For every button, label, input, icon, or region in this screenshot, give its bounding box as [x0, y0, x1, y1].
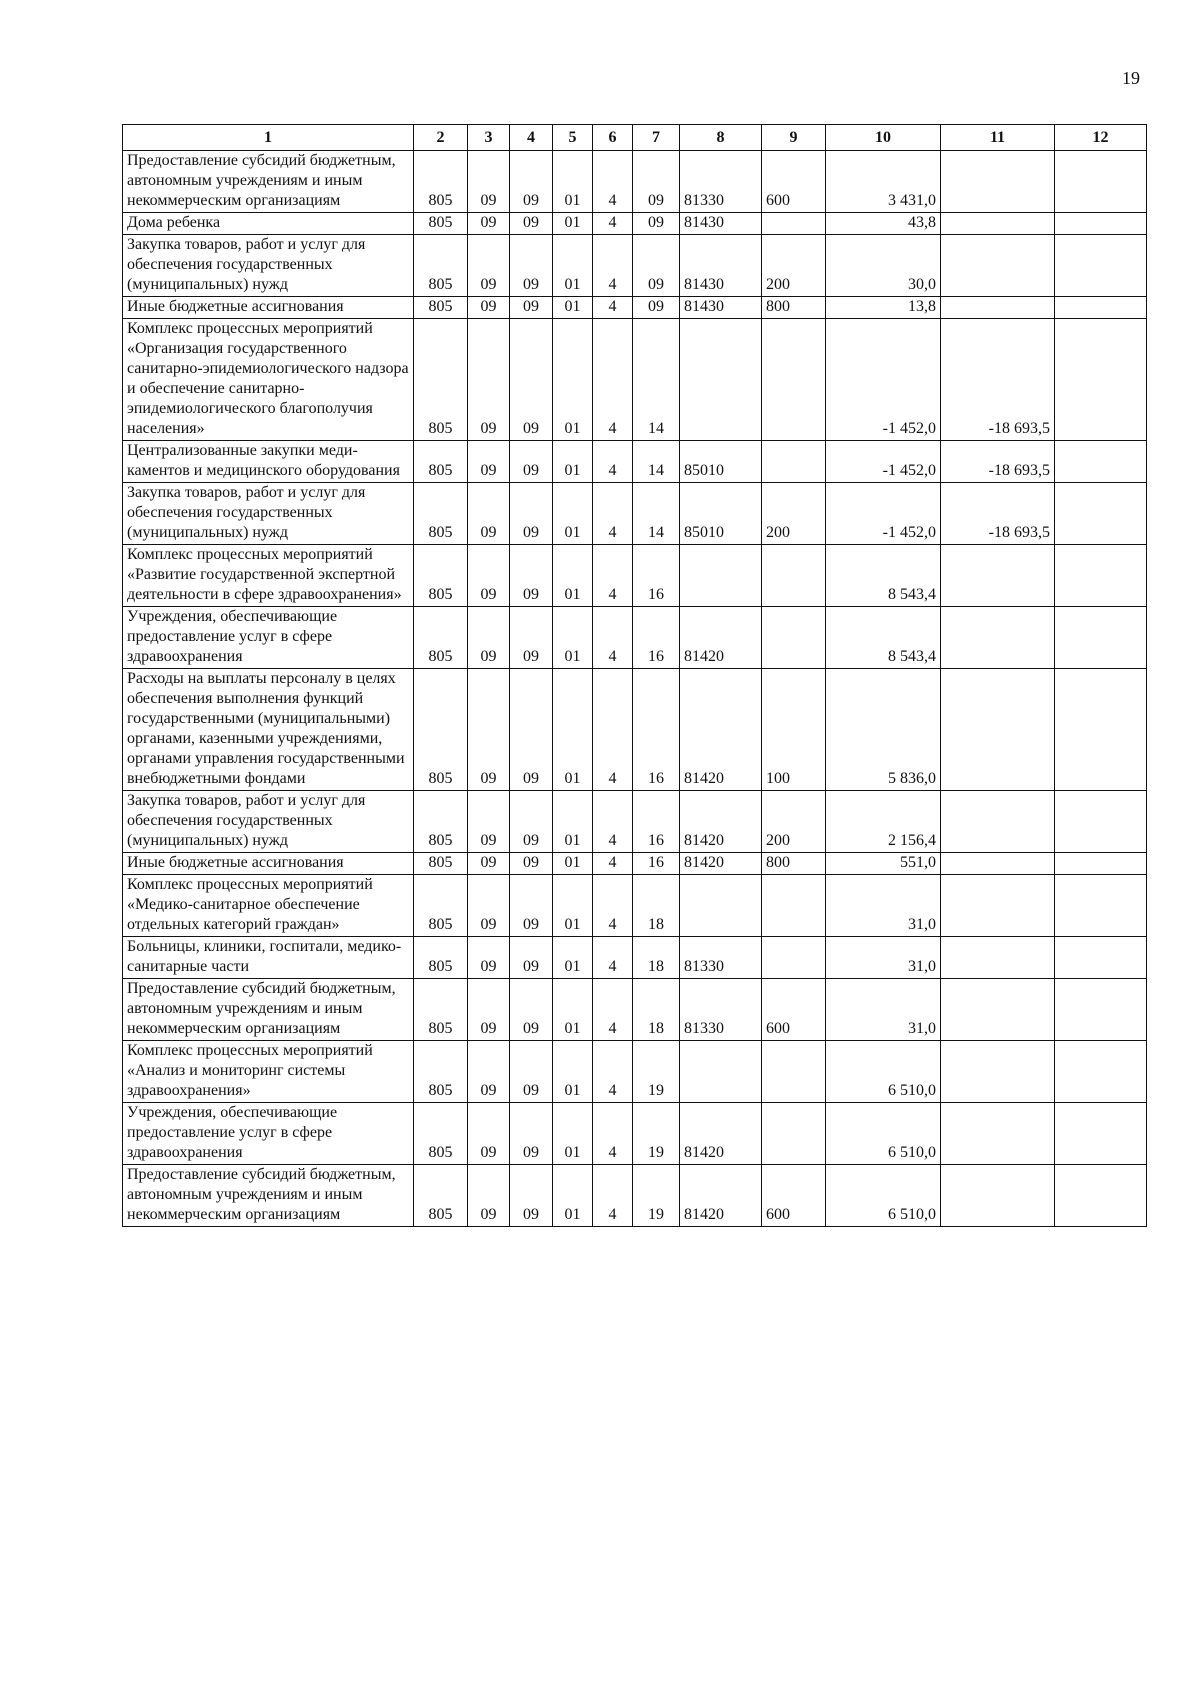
row-amount-cell: -1 452,0 [826, 441, 941, 483]
row-activity-cell: 18 [633, 937, 680, 979]
row-section-cell: 09 [468, 607, 510, 669]
row-direction-cell: 81330 [680, 979, 762, 1041]
row-subprogram-cell: 4 [593, 669, 633, 791]
table-row [123, 151, 1147, 213]
row-activity-cell: 09 [633, 151, 680, 213]
table-row [123, 319, 1147, 441]
row-program-cell: 01 [553, 297, 593, 319]
row-subprogram-cell: 4 [593, 483, 633, 545]
row-subsection-cell: 09 [510, 875, 553, 937]
row-subsection-cell: 09 [510, 853, 553, 875]
row-name-cell: Предоставление субсидий бюджетным, автономным учреждениям и иным некоммерческим организациям [123, 151, 414, 213]
row-expense-type-cell: 200 [762, 235, 826, 297]
row-amount-cell: 6 510,0 [826, 1103, 941, 1165]
row-activity-cell: 16 [633, 853, 680, 875]
row-name-cell: Комплекс процессных мероприятий «Медико-санитарное обеспечение отдельных категорий граждан» [123, 875, 414, 937]
table-row [123, 607, 1147, 669]
row-ministry-code-cell: 805 [414, 319, 468, 441]
table-row [123, 483, 1147, 545]
row-activity-cell: 09 [633, 213, 680, 235]
row-direction-cell: 81420 [680, 669, 762, 791]
row-subsection-cell: 09 [510, 483, 553, 545]
row-ministry-code-cell: 805 [414, 545, 468, 607]
row-direction-cell: 81420 [680, 607, 762, 669]
row-amount-year3-cell [1055, 483, 1147, 545]
row-subsection-cell: 09 [510, 297, 553, 319]
row-subprogram-cell: 4 [593, 545, 633, 607]
table-row [123, 853, 1147, 875]
row-amount-cell: 6 510,0 [826, 1041, 941, 1103]
row-expense-type-cell [762, 319, 826, 441]
row-activity-cell: 19 [633, 1041, 680, 1103]
row-direction-cell [680, 545, 762, 607]
header-cell: 2 [414, 125, 468, 151]
row-name-cell: Иные бюджетные ассигнования [123, 853, 414, 875]
row-section-cell: 09 [468, 483, 510, 545]
row-amount-cell: 31,0 [826, 937, 941, 979]
table-row [123, 545, 1147, 607]
row-direction-cell: 85010 [680, 483, 762, 545]
row-ministry-code-cell: 805 [414, 853, 468, 875]
row-expense-type-cell: 800 [762, 297, 826, 319]
row-subsection-cell: 09 [510, 791, 553, 853]
row-amount-cell: 551,0 [826, 853, 941, 875]
row-subprogram-cell: 4 [593, 319, 633, 441]
row-program-cell: 01 [553, 607, 593, 669]
row-program-cell: 01 [553, 937, 593, 979]
row-amount-year3-cell [1055, 235, 1147, 297]
row-direction-cell [680, 875, 762, 937]
row-section-cell: 09 [468, 875, 510, 937]
row-direction-cell: 81420 [680, 1103, 762, 1165]
row-subsection-cell: 09 [510, 979, 553, 1041]
row-subprogram-cell: 4 [593, 1165, 633, 1227]
row-direction-cell: 81330 [680, 937, 762, 979]
row-name-cell: Комплекс процессных мероприятий «Анализ и мониторинг системы здравоохранения» [123, 1041, 414, 1103]
row-amount-cell: 31,0 [826, 979, 941, 1041]
row-amount-cell: 30,0 [826, 235, 941, 297]
row-amount-year3-cell [1055, 979, 1147, 1041]
row-program-cell: 01 [553, 483, 593, 545]
row-expense-type-cell [762, 607, 826, 669]
row-direction-cell: 85010 [680, 441, 762, 483]
row-ministry-code-cell: 805 [414, 235, 468, 297]
row-direction-cell: 81330 [680, 151, 762, 213]
row-amount-year2-cell [941, 875, 1055, 937]
row-direction-cell: 81430 [680, 235, 762, 297]
row-amount-year3-cell [1055, 151, 1147, 213]
row-section-cell: 09 [468, 1103, 510, 1165]
row-amount-year3-cell [1055, 607, 1147, 669]
row-amount-year2-cell [941, 791, 1055, 853]
row-subprogram-cell: 4 [593, 213, 633, 235]
table-row [123, 669, 1147, 791]
row-activity-cell: 16 [633, 791, 680, 853]
row-subprogram-cell: 4 [593, 607, 633, 669]
row-subsection-cell: 09 [510, 607, 553, 669]
row-amount-cell: 43,8 [826, 213, 941, 235]
row-expense-type-cell: 600 [762, 151, 826, 213]
row-subsection-cell: 09 [510, 235, 553, 297]
table-header-row [123, 125, 1147, 151]
row-program-cell: 01 [553, 441, 593, 483]
row-program-cell: 01 [553, 875, 593, 937]
row-amount-year2-cell: -18 693,5 [941, 319, 1055, 441]
row-expense-type-cell: 800 [762, 853, 826, 875]
row-subsection-cell: 09 [510, 1041, 553, 1103]
row-activity-cell: 09 [633, 297, 680, 319]
row-section-cell: 09 [468, 545, 510, 607]
row-amount-cell: 3 431,0 [826, 151, 941, 213]
header-cell: 7 [633, 125, 680, 151]
table-row [123, 791, 1147, 853]
budget-table [122, 124, 1147, 1227]
row-amount-cell: 31,0 [826, 875, 941, 937]
row-expense-type-cell: 100 [762, 669, 826, 791]
row-program-cell: 01 [553, 1165, 593, 1227]
row-section-cell: 09 [468, 791, 510, 853]
row-program-cell: 01 [553, 1103, 593, 1165]
header-cell: 4 [510, 125, 553, 151]
row-subprogram-cell: 4 [593, 151, 633, 213]
row-subsection-cell: 09 [510, 937, 553, 979]
row-section-cell: 09 [468, 669, 510, 791]
row-program-cell: 01 [553, 235, 593, 297]
row-expense-type-cell [762, 875, 826, 937]
row-amount-year3-cell [1055, 669, 1147, 791]
row-subprogram-cell: 4 [593, 297, 633, 319]
header-cell: 8 [680, 125, 762, 151]
row-subsection-cell: 09 [510, 441, 553, 483]
row-name-cell: Комплекс процессных мероприятий «Развитие государственной экспертной деятельности в сфере здравоохранения» [123, 545, 414, 607]
row-amount-year2-cell [941, 669, 1055, 791]
row-amount-year2-cell [941, 213, 1055, 235]
row-expense-type-cell: 200 [762, 791, 826, 853]
row-amount-year2-cell [941, 1103, 1055, 1165]
row-activity-cell: 16 [633, 545, 680, 607]
row-amount-year2-cell [941, 1041, 1055, 1103]
row-subsection-cell: 09 [510, 669, 553, 791]
row-amount-cell: -1 452,0 [826, 483, 941, 545]
row-activity-cell: 18 [633, 875, 680, 937]
row-amount-cell: 8 543,4 [826, 607, 941, 669]
row-subprogram-cell: 4 [593, 791, 633, 853]
row-direction-cell [680, 1041, 762, 1103]
row-expense-type-cell: 600 [762, 1165, 826, 1227]
row-ministry-code-cell: 805 [414, 1165, 468, 1227]
row-amount-cell: 13,8 [826, 297, 941, 319]
row-section-cell: 09 [468, 213, 510, 235]
row-section-cell: 09 [468, 151, 510, 213]
row-name-cell: Предоставление субсидий бюджетным, автономным учреждениям и иным некоммерческим организациям [123, 979, 414, 1041]
row-program-cell: 01 [553, 791, 593, 853]
row-ministry-code-cell: 805 [414, 297, 468, 319]
row-activity-cell: 16 [633, 607, 680, 669]
header-cell: 3 [468, 125, 510, 151]
table-row [123, 1103, 1147, 1165]
row-ministry-code-cell: 805 [414, 937, 468, 979]
row-section-cell: 09 [468, 979, 510, 1041]
row-expense-type-cell: 600 [762, 979, 826, 1041]
page-number: 19 [1122, 68, 1140, 88]
header-cell: 6 [593, 125, 633, 151]
row-program-cell: 01 [553, 151, 593, 213]
row-section-cell: 09 [468, 1165, 510, 1227]
row-subprogram-cell: 4 [593, 979, 633, 1041]
row-program-cell: 01 [553, 979, 593, 1041]
row-ministry-code-cell: 805 [414, 151, 468, 213]
row-direction-cell: 81420 [680, 853, 762, 875]
row-expense-type-cell [762, 213, 826, 235]
row-amount-cell: 5 836,0 [826, 669, 941, 791]
row-section-cell: 09 [468, 235, 510, 297]
row-amount-year3-cell [1055, 297, 1147, 319]
row-name-cell: Предоставление субсидий бюджетным, автономным учреждениям и иным некоммерческим организациям [123, 1165, 414, 1227]
row-amount-year3-cell [1055, 213, 1147, 235]
row-amount-year3-cell [1055, 545, 1147, 607]
row-ministry-code-cell: 805 [414, 1041, 468, 1103]
row-section-cell: 09 [468, 1041, 510, 1103]
row-name-cell: Дома ребенка [123, 213, 414, 235]
header-cell: 10 [826, 125, 941, 151]
table-row [123, 979, 1147, 1041]
row-expense-type-cell: 200 [762, 483, 826, 545]
row-name-cell: Учреждения, обеспечивающие предоставление услуг в сфере здравоохранения [123, 607, 414, 669]
table-row [123, 1165, 1147, 1227]
row-name-cell: Закупка товаров, работ и услуг для обеспечения государственных (муниципальных) нужд [123, 235, 414, 297]
table-row [123, 235, 1147, 297]
row-amount-year3-cell [1055, 791, 1147, 853]
row-amount-year2-cell: -18 693,5 [941, 483, 1055, 545]
row-amount-year3-cell [1055, 937, 1147, 979]
row-name-cell: Закупка товаров, работ и услуг для обеспечения государственных (муниципальных) нужд [123, 483, 414, 545]
row-direction-cell: 81430 [680, 297, 762, 319]
table-row [123, 213, 1147, 235]
row-amount-cell: -1 452,0 [826, 319, 941, 441]
row-name-cell: Больницы, клиники, госпитали, медико-санитарные части [123, 937, 414, 979]
row-expense-type-cell [762, 441, 826, 483]
row-name-cell: Централизованные закупки медикаментов и медицинского оборудования [123, 441, 414, 483]
row-amount-cell: 2 156,4 [826, 791, 941, 853]
row-subsection-cell: 09 [510, 1103, 553, 1165]
row-amount-year3-cell [1055, 441, 1147, 483]
row-subprogram-cell: 4 [593, 1103, 633, 1165]
row-activity-cell: 09 [633, 235, 680, 297]
row-program-cell: 01 [553, 545, 593, 607]
row-ministry-code-cell: 805 [414, 791, 468, 853]
row-subprogram-cell: 4 [593, 1041, 633, 1103]
row-section-cell: 09 [468, 937, 510, 979]
row-ministry-code-cell: 805 [414, 875, 468, 937]
row-expense-type-cell [762, 545, 826, 607]
row-section-cell: 09 [468, 441, 510, 483]
row-subsection-cell: 09 [510, 319, 553, 441]
row-amount-cell: 8 543,4 [826, 545, 941, 607]
row-amount-year2-cell [941, 607, 1055, 669]
row-ministry-code-cell: 805 [414, 483, 468, 545]
row-activity-cell: 14 [633, 319, 680, 441]
row-ministry-code-cell: 805 [414, 1103, 468, 1165]
row-activity-cell: 19 [633, 1103, 680, 1165]
row-subprogram-cell: 4 [593, 441, 633, 483]
row-program-cell: 01 [553, 213, 593, 235]
row-amount-year2-cell [941, 235, 1055, 297]
row-ministry-code-cell: 805 [414, 669, 468, 791]
row-amount-year2-cell [941, 937, 1055, 979]
table-row [123, 875, 1147, 937]
row-amount-year3-cell [1055, 319, 1147, 441]
row-ministry-code-cell: 805 [414, 441, 468, 483]
row-expense-type-cell [762, 1041, 826, 1103]
row-amount-year2-cell [941, 1165, 1055, 1227]
header-cell: 9 [762, 125, 826, 151]
row-subsection-cell: 09 [510, 213, 553, 235]
row-amount-year2-cell [941, 545, 1055, 607]
row-subprogram-cell: 4 [593, 853, 633, 875]
row-ministry-code-cell: 805 [414, 979, 468, 1041]
header-cell: 12 [1055, 125, 1147, 151]
row-activity-cell: 14 [633, 483, 680, 545]
row-name-cell: Учреждения, обеспечивающие предоставление услуг в сфере здравоохранения [123, 1103, 414, 1165]
table-body [123, 151, 1147, 1227]
row-subsection-cell: 09 [510, 151, 553, 213]
row-name-cell: Расходы на выплаты персоналу в целях обеспечения выполнения функций государственными (муниципальными) органами, казенными учреждениями, органами управления государственными внебюджетными фондами [123, 669, 414, 791]
row-amount-year2-cell [941, 151, 1055, 213]
row-amount-year3-cell [1055, 1103, 1147, 1165]
row-name-cell: Комплекс процессных мероприятий «Организация государственного санитарно-эпидемиологического надзора и обеспечение санитарно-эпидемиологического благополучия населения» [123, 319, 414, 441]
table-row [123, 297, 1147, 319]
row-amount-year2-cell: -18 693,5 [941, 441, 1055, 483]
row-amount-year3-cell [1055, 1041, 1147, 1103]
row-subprogram-cell: 4 [593, 235, 633, 297]
row-program-cell: 01 [553, 1041, 593, 1103]
row-amount-cell: 6 510,0 [826, 1165, 941, 1227]
row-section-cell: 09 [468, 853, 510, 875]
row-expense-type-cell [762, 1103, 826, 1165]
header-cell: 11 [941, 125, 1055, 151]
row-name-cell: Закупка товаров, работ и услуг для обеспечения государственных (муниципальных) нужд [123, 791, 414, 853]
row-activity-cell: 18 [633, 979, 680, 1041]
row-direction-cell: 81420 [680, 791, 762, 853]
row-activity-cell: 19 [633, 1165, 680, 1227]
row-amount-year2-cell [941, 297, 1055, 319]
row-direction-cell [680, 319, 762, 441]
row-ministry-code-cell: 805 [414, 607, 468, 669]
row-ministry-code-cell: 805 [414, 213, 468, 235]
row-activity-cell: 14 [633, 441, 680, 483]
row-direction-cell: 81420 [680, 1165, 762, 1227]
row-amount-year3-cell [1055, 875, 1147, 937]
row-direction-cell: 81430 [680, 213, 762, 235]
table-row [123, 1041, 1147, 1103]
row-section-cell: 09 [468, 297, 510, 319]
table-row [123, 441, 1147, 483]
row-subsection-cell: 09 [510, 1165, 553, 1227]
row-program-cell: 01 [553, 319, 593, 441]
row-amount-year2-cell [941, 853, 1055, 875]
row-amount-year3-cell [1055, 1165, 1147, 1227]
row-activity-cell: 16 [633, 669, 680, 791]
row-amount-year2-cell [941, 979, 1055, 1041]
header-cell: 5 [553, 125, 593, 151]
row-amount-year3-cell [1055, 853, 1147, 875]
row-program-cell: 01 [553, 669, 593, 791]
row-expense-type-cell [762, 937, 826, 979]
row-name-cell: Иные бюджетные ассигнования [123, 297, 414, 319]
row-subprogram-cell: 4 [593, 875, 633, 937]
row-subprogram-cell: 4 [593, 937, 633, 979]
table-row [123, 937, 1147, 979]
row-program-cell: 01 [553, 853, 593, 875]
row-subsection-cell: 09 [510, 545, 553, 607]
row-section-cell: 09 [468, 319, 510, 441]
header-cell: 1 [123, 125, 414, 151]
